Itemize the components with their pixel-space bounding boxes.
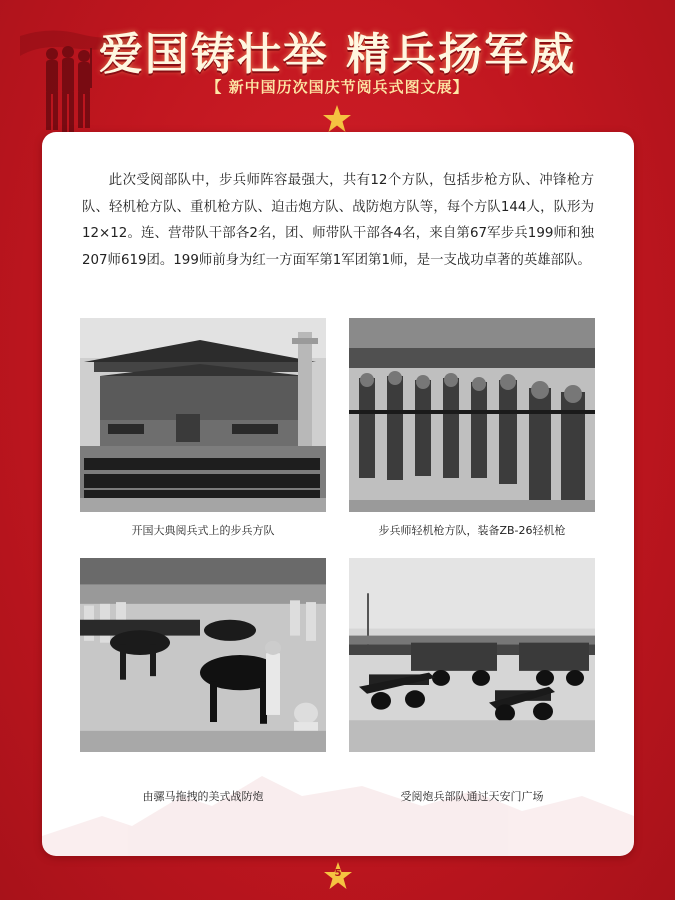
photo-mule-drawn-guns [80, 558, 326, 752]
photo-artillery-square [349, 558, 595, 752]
photo-infantry-parade [80, 318, 326, 512]
star-icon [322, 104, 352, 134]
photo-caption: 受阅炮兵部队通过天安门广场 [400, 790, 544, 803]
photo-caption: 开国大典阅兵式上的步兵方队 [131, 524, 275, 537]
page-subtitle: 【 新中国历次国庆节阅兵式图文展】 [206, 78, 469, 96]
article-paragraph: 此次受阅部队中，步兵师阵容最强大，共有12个方队，包括步枪方队、冲锋枪方队、轻机枪方队、重机枪方队、迫击炮方队、战防炮方队等，每个方队144人，队形为12×12。连、营带队干部各2名，团、师带队干部各4名，来自第67军步兵199师和独207师619团。199师前身为红一方面军第1军团第1师，是一支战功卓著的英雄部队。 [82, 173, 594, 268]
content-panel [42, 132, 634, 856]
page-title: 爱国铸壮举 精兵扬军威 [98, 29, 577, 80]
photo-machine-gun-squad [349, 318, 595, 512]
page-number: 5 [334, 868, 342, 879]
photo-caption: 由骡马拖拽的美式战防炮 [142, 790, 264, 803]
photo-caption: 步兵师轻机枪方队，装备ZB-26轻机枪 [378, 524, 566, 537]
